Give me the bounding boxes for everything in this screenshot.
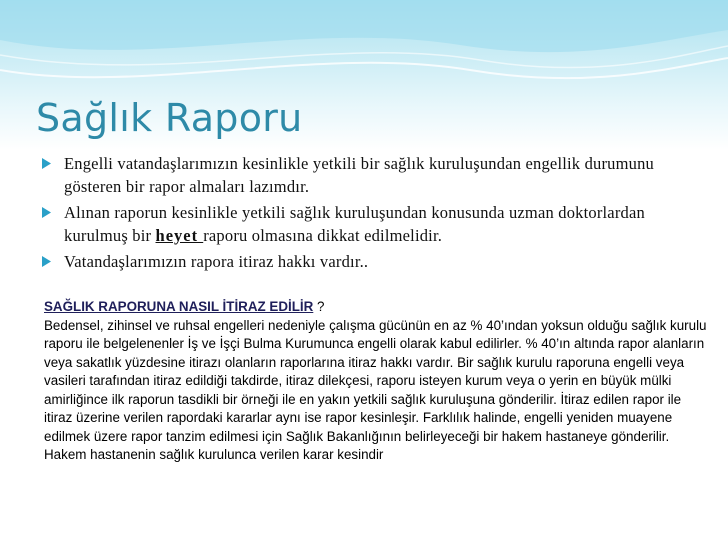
bullet-text: Engelli vatandaşlarımızın kesinlikle yetkili bir sağlık kuruluşundan engellik durumunu gösteren bir rapor almaları lazımdır. (64, 154, 655, 196)
note-body: Bedensel, zihinsel ve ruhsal engelleri nedeniyle çalışma gücünün en az % 40’ından yoksun olduğu sağlık kurulu raporu ile belgelenenler İş ve İşçi Bulma Kurumunca engelli olarak kabul edilirler. % 40’ın altında rapor alanların veya sakatlık yüzdesine itirazı olanların raporlarına itiraz hakkı vardır. Bir sağlık kurulu raporuna engelli veya vasileri tarafından itiraz edildiği takdirde, itiraz dilekçesi, raporu isteyen kurum veya o yerin en büyük mülki amirliğince ilk raporun tasdikli bir örneği ile en yakın yetkili sağlık kuruluşuna gönderilir. İtiraz edilen rapor ile itiraz üzerine verilen rapordaki kararlar aynı ise rapor kesinleşir. Farklılık halinde, engelli yeniden muayene edilmek üzere rapor tanzim edilmesi için Sağlık Bakanlığının belirleyeceği bir hakem hastaneye gönderilir. Hakem hastanenin sağlık kurulunca verilen karar kesindir (44, 317, 707, 462)
bullet-text: Alınan raporun kesinlikle yetkili sağlık kuruluşundan konusunda uzman doktorlardan kurulmuş bir (64, 203, 645, 245)
note-heading-line (44, 298, 708, 317)
bullet-list (42, 152, 692, 276)
slide-title: Sağlık Raporu (36, 96, 303, 140)
bullet-arrow-icon (42, 158, 51, 169)
bullet-arrow-icon (42, 256, 51, 267)
note-heading: SAĞLIK RAPORUNA NASIL İTİRAZ EDİLİR (44, 299, 314, 314)
bullet-arrow-icon (42, 207, 51, 218)
note-heading-suffix: ? (313, 299, 325, 314)
bullet-item (42, 250, 692, 273)
bullet-emphasis: heyet (155, 226, 204, 245)
bullet-text: Vatandaşlarımızın rapora itiraz hakkı vardır.. (64, 252, 369, 271)
bullet-item (42, 152, 692, 198)
bullet-item (42, 201, 692, 247)
bullet-text: raporu olmasına dikkat edilmelidir. (203, 226, 443, 245)
objection-note (44, 298, 708, 465)
